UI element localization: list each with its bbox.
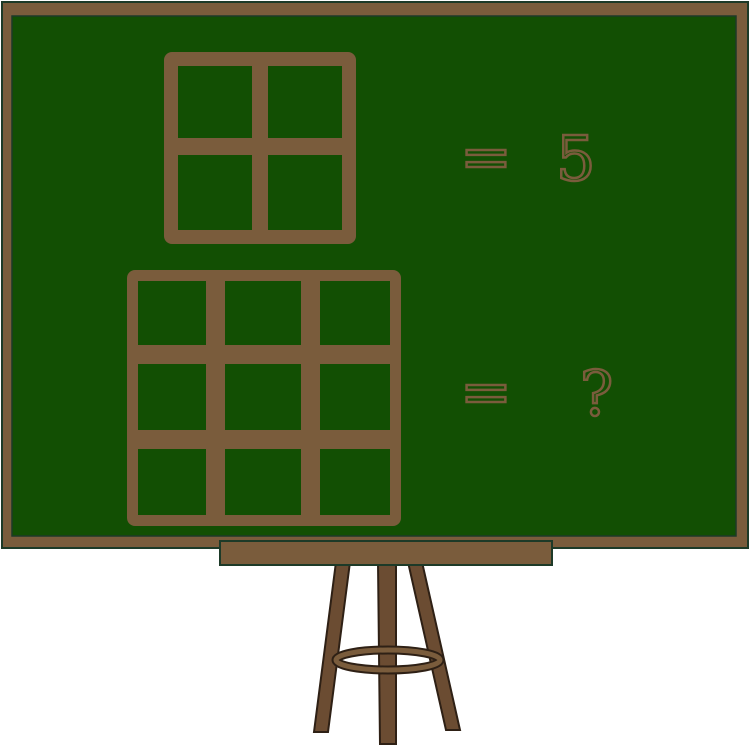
equals-sign-2: = [460,355,512,428]
grid-3x3 [127,270,401,526]
equals-sign-1: = [460,120,512,193]
easel-legs [314,562,460,744]
easel-right-leg [408,562,460,730]
answer-question-mark: ? [580,357,614,430]
easel-left-leg [314,562,350,732]
chalk-tray [220,541,552,565]
answer-five: 5 [556,122,596,195]
grid-2x2 [164,52,356,244]
